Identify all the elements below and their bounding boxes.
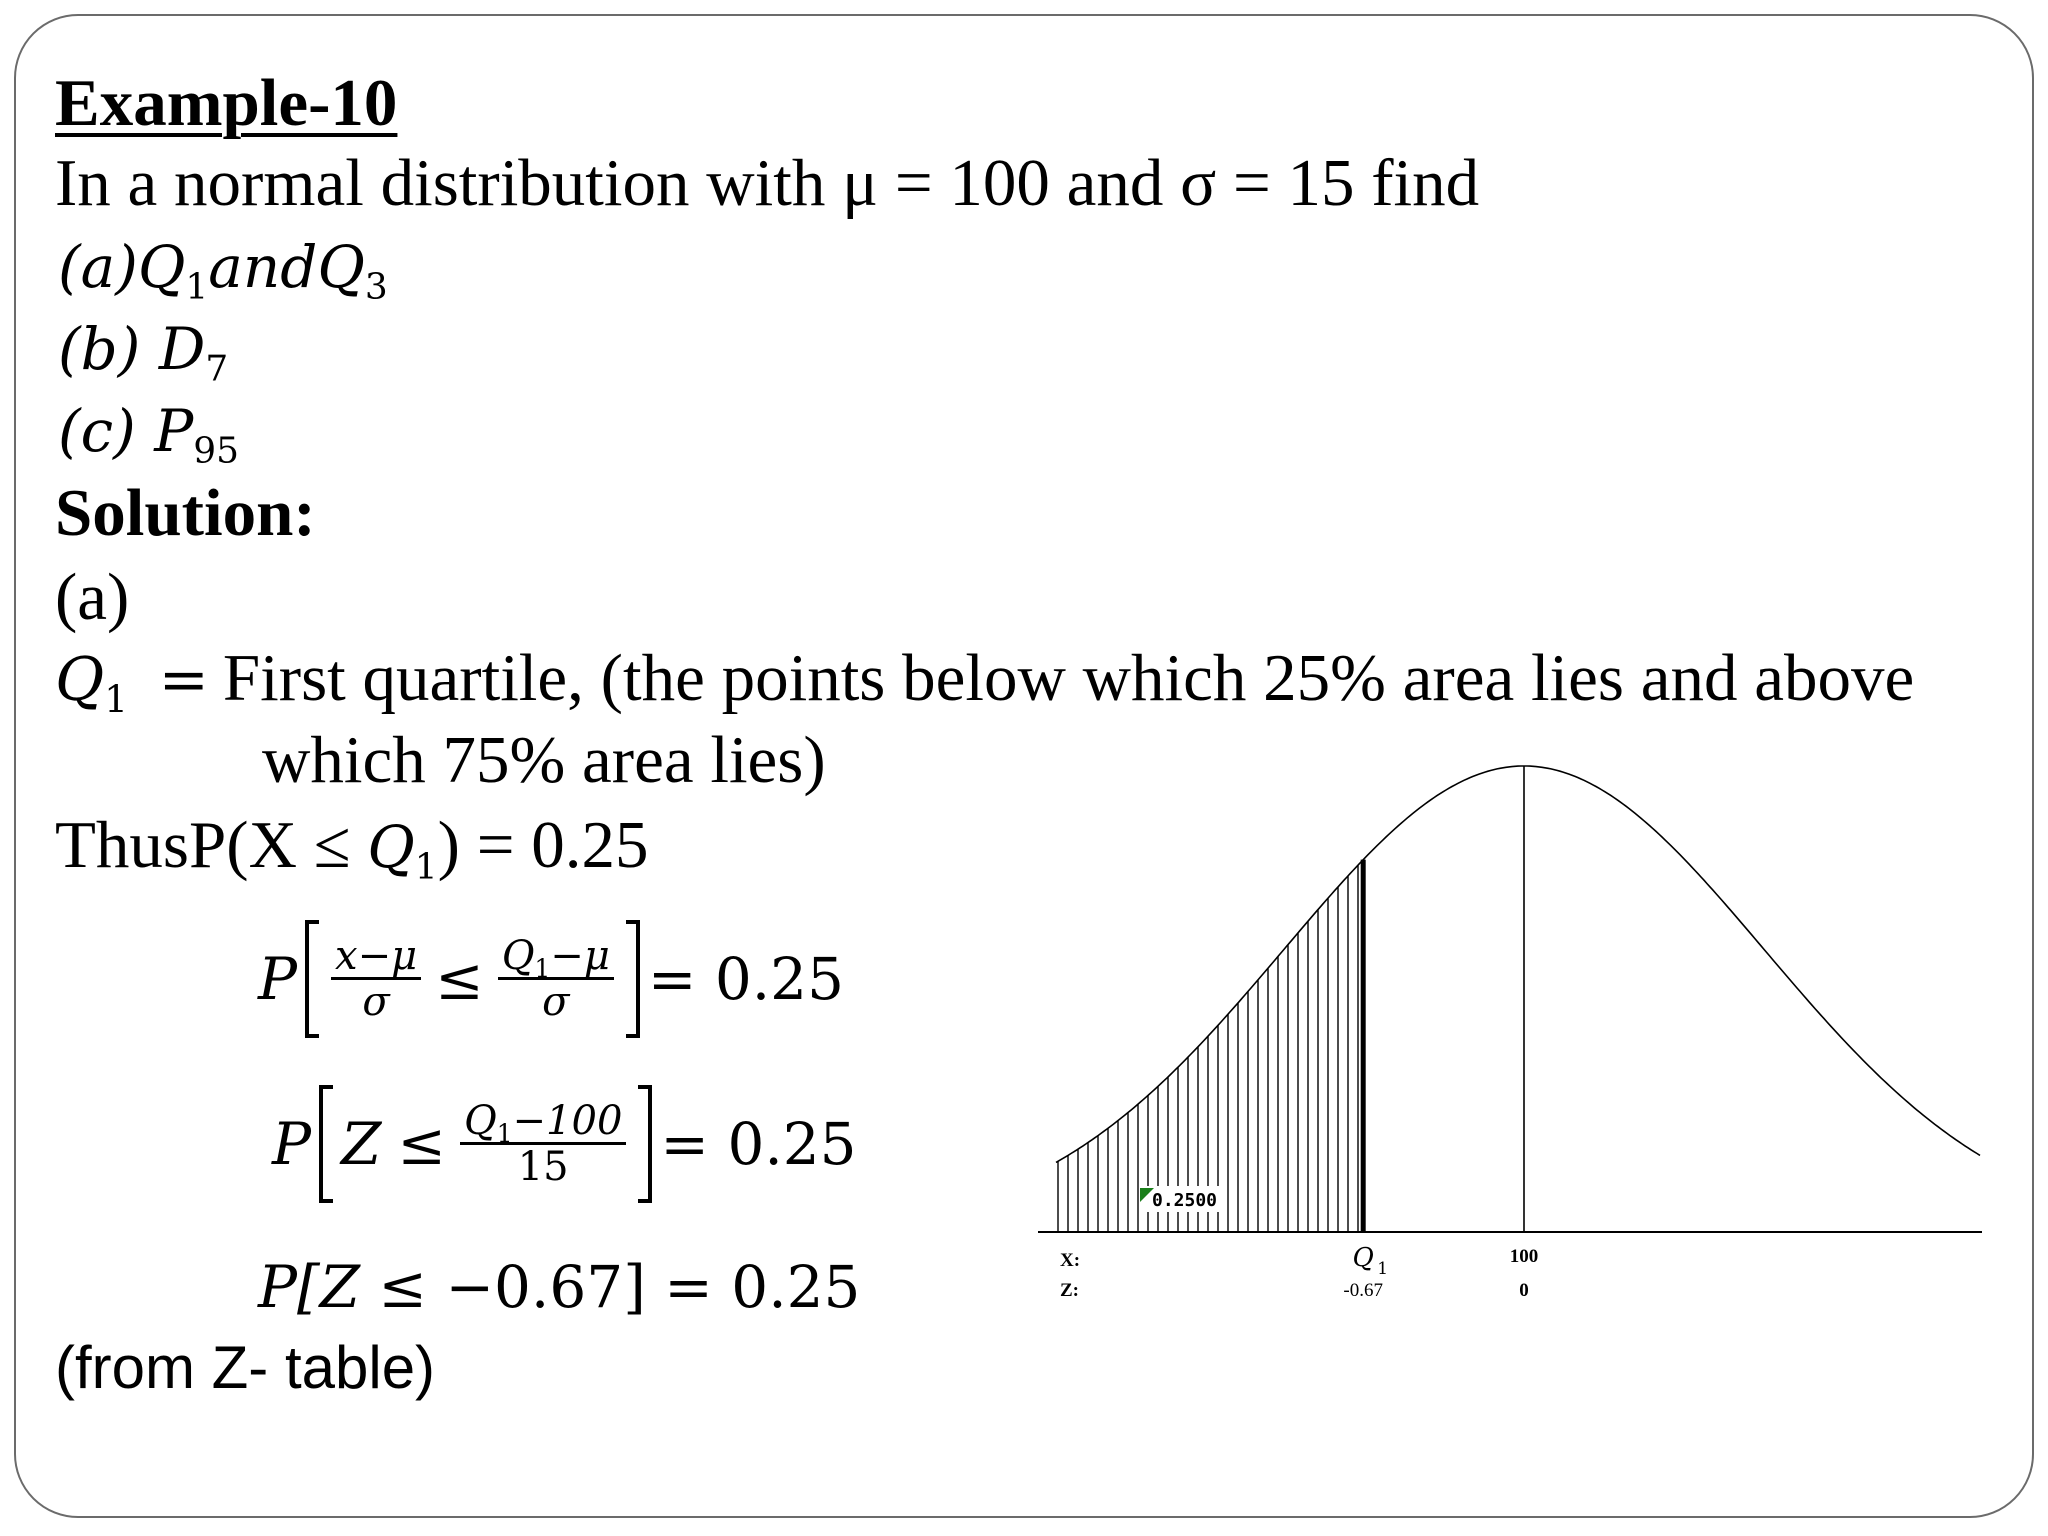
slide-title: Example-10 [55,66,398,140]
solution-part-label: (a) [55,560,130,634]
part-a: $(a)Q_1andQ_3$ [58,233,388,308]
q1-z-label: -0.67 [1343,1280,1383,1301]
mean-x-label: 100 [1509,1246,1539,1267]
z-table-note: (from Z- table) [55,1334,436,1401]
normal-distribution-chart [1020,740,2000,1320]
equation-z-value: P[Z ≤ −0.67] = 0.25 [258,1253,861,1321]
part-b: (b) $D_7$ [58,315,229,390]
thus-line: ThusP(X ≤ $Q_1) = 0.25$ [55,808,649,888]
z-row-label: Z: [1060,1280,1079,1301]
q1-x-label-sub: 1 [1377,1259,1389,1279]
part-c: (c) $P_{95}$ [58,397,239,472]
q1-x-label: Q [1352,1243,1374,1273]
problem-statement: In a normal distribution with μ = 100 and σ = 15 find [55,146,1480,220]
definition-line: $Q_1$ = First quartile, (the points below which 25% area lies and above [55,641,1915,721]
equation-z-substitution: P Z ≤ $\frac{Q_1-100}{15}$ = 0.25 [272,1085,865,1203]
normal-curve [1056,766,1980,1162]
shaded-area-value: 0.2500 [1152,1190,1218,1211]
x-row-label: X: [1060,1250,1081,1271]
definition-line-2: which 75% area lies) [262,723,826,797]
mean-z-label: 0 [1519,1280,1529,1301]
solution-heading: Solution: [55,476,316,550]
equation-standardize: P $\frac{x-\mu}{\sigma}$ ≤ $\frac{Q_1-\mu}{\sigma}$ = 0.25 [258,920,852,1038]
